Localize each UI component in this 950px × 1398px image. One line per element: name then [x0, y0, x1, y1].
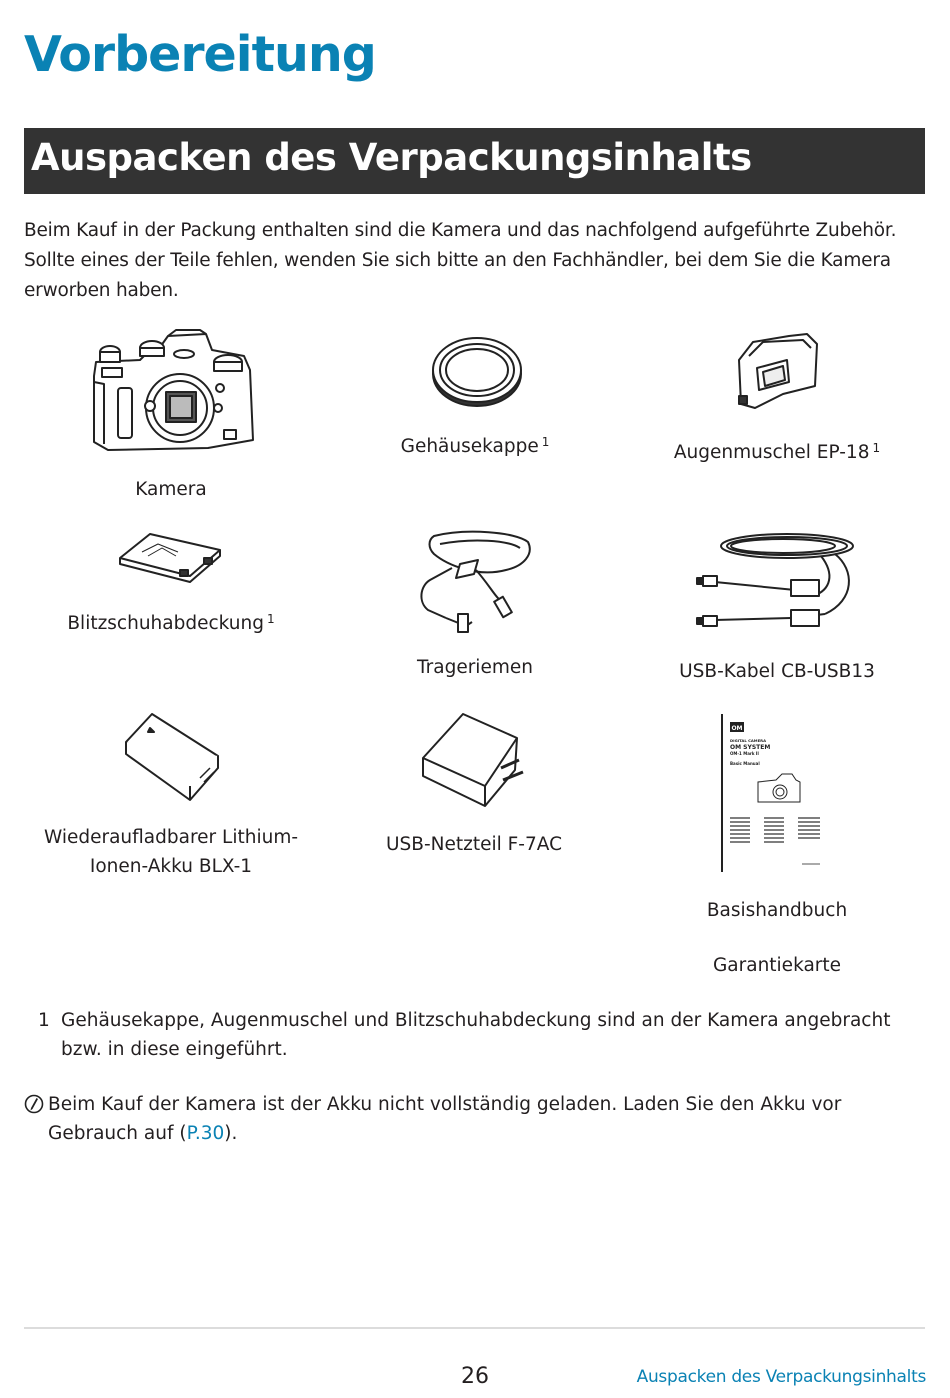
item-strap — [375, 653, 575, 682]
item-warranty-card — [677, 951, 877, 980]
item-label: USB-Kabel CB-USB13 — [679, 661, 875, 682]
running-head-link[interactable]: Auspacken des Verpackungsinhalts — [636, 1367, 926, 1387]
item-hot-shoe-cover — [46, 605, 296, 638]
item-label: Gehäusekappe — [400, 436, 539, 457]
footer-divider — [24, 1327, 925, 1329]
note-text-after: ). — [224, 1123, 238, 1144]
item-basic-manual — [677, 896, 877, 925]
page-reference-link[interactable]: P.30 — [186, 1123, 225, 1144]
item-label: Blitzschuhabdeckung — [67, 613, 264, 634]
basic-manual-illustration — [720, 712, 840, 874]
item-label: Augenmuschel EP-18 — [673, 442, 870, 463]
item-camera — [71, 475, 271, 504]
manual-line-2: OM SYSTEM — [730, 744, 771, 751]
footnote-ref: 1 — [267, 612, 275, 626]
footnote-ref: 1 — [541, 435, 550, 449]
item-body-cap — [375, 428, 575, 461]
item-label: USB-Netzteil F-7AC — [386, 834, 562, 855]
item-label: Wiederaufladbarer Lithium-Ionen-Akku BLX-1 — [43, 827, 299, 877]
section-header-bar — [24, 128, 925, 194]
item-battery — [36, 823, 306, 881]
hot-shoe-cover-illustration — [118, 530, 222, 582]
manual-logo: OM — [731, 725, 743, 732]
usb-ac-adapter-illustration — [419, 712, 527, 808]
manual-line-1: DIGITAL CAMERA — [730, 738, 767, 743]
note-icon — [24, 1090, 48, 1148]
chapter-title: Vorbereitung — [24, 26, 376, 83]
camera-illustration — [88, 330, 256, 454]
item-eyecup — [657, 434, 897, 467]
section-title: Auspacken des Verpackungsinhalts — [31, 136, 752, 179]
body-cap-illustration — [431, 336, 523, 408]
footnote-number: 1 — [38, 1010, 50, 1031]
item-label: Basishandbuch — [706, 900, 848, 921]
strap-illustration — [416, 530, 534, 634]
note-text-before: Beim Kauf der Kamera ist der Akku nicht vollständig geladen. Laden Sie den Akku vor Gebrauch auf ( — [48, 1094, 842, 1144]
battery-illustration — [124, 712, 220, 802]
footnote-ref: 1 — [872, 441, 881, 455]
item-usb-cable — [657, 657, 897, 686]
note — [24, 1090, 924, 1148]
item-label: Trageriemen — [417, 657, 533, 678]
intro-paragraph: Beim Kauf in der Packung enthalten sind die Kamera und das nachfolgend aufgeführte Zubehör. Sollte eines der Teile fehlen, wenden Sie sich bitte an den Fachhändler, bei dem Sie die Kamera erworben haben. — [24, 220, 897, 301]
item-label: Kamera — [135, 479, 207, 500]
footnote — [38, 1006, 918, 1064]
manual-line-4: Basic Manual — [730, 761, 760, 766]
eyecup-illustration — [735, 332, 819, 412]
item-label: Garantiekarte — [712, 955, 842, 976]
note-text — [48, 1090, 924, 1148]
usb-cable-illustration — [695, 530, 859, 634]
manual-line-3: OM-1 Mark II — [730, 751, 759, 756]
item-usb-ac-adapter — [364, 830, 584, 859]
footnote-text: Gehäusekappe, Augenmuschel und Blitzschuhabdeckung sind an der Kamera angebracht bzw. in diese eingeführt. — [61, 1010, 891, 1060]
page-number: 26 — [461, 1364, 489, 1389]
